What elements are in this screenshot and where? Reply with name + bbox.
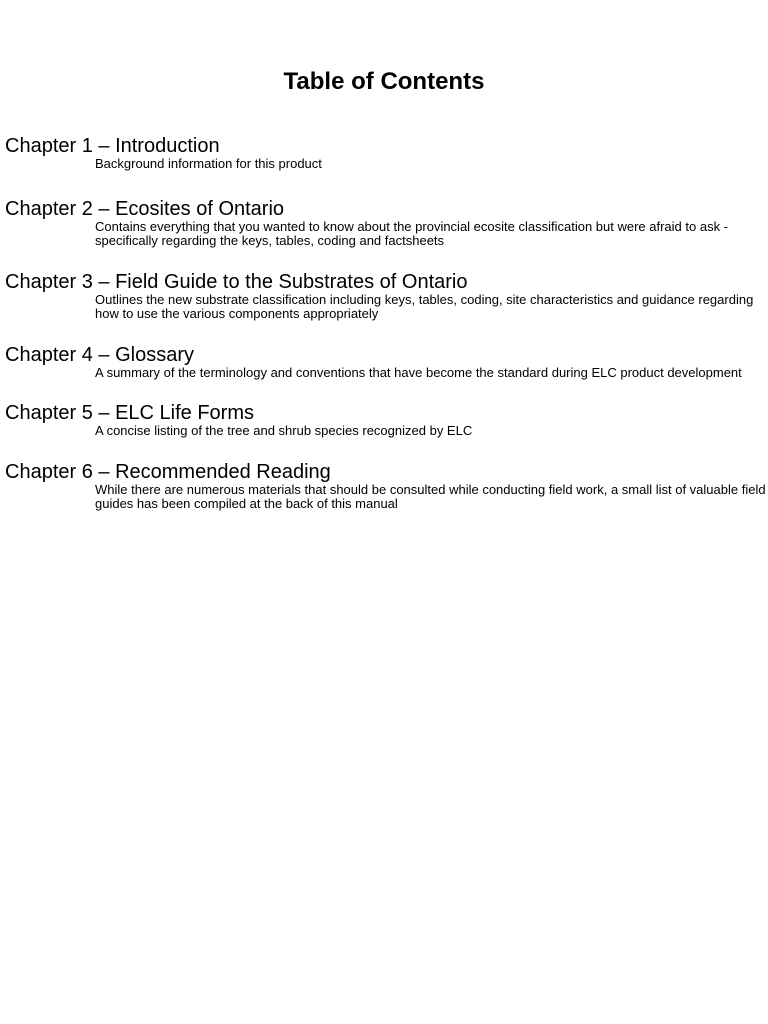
toc-entry-chapter-4 [5,343,768,381]
chapter-description: A summary of the terminology and conventions that have become the standard during ELC product development [95,364,742,380]
chapter-heading: Chapter 1 – Introduction [5,135,220,157]
chapter-heading: Chapter 3 – Field Guide to the Substrates of Ontario [5,270,468,293]
chapter-description: Contains everything that you wanted to know about the provincial ecosite classification but were afraid to ask - specifically regarding the keys, tables, coding and factsheets [95,218,729,248]
chapter-description: Background information for this product [95,156,322,171]
table-of-contents [5,134,768,533]
toc-entry-chapter-3 [5,270,768,322]
chapter-description: Outlines the new substrate classification including keys, tables, coding, site characteristics and guidance regarding how to use the various components appropriately [95,291,754,321]
chapter-heading: Chapter 5 – ELC Life Forms [5,402,254,424]
toc-entry-chapter-2 [5,197,768,249]
toc-entry-chapter-1 [5,134,768,172]
toc-entry-chapter-6 [5,460,768,512]
toc-entry-chapter-5 [5,401,768,439]
chapter-heading: Chapter 4 – Glossary [5,343,194,366]
chapter-heading: Chapter 6 – Recommended Reading [5,460,331,483]
chapter-heading: Chapter 2 – Ecosites of Ontario [5,197,285,220]
page-title: Table of Contents [283,68,485,95]
chapter-description: While there are numerous materials that should be consulted while conducting field work, a small list of valuable field guides has been compiled at the back of this manual [95,481,766,511]
chapter-description: A concise listing of the tree and shrub species recognized by ELC [95,423,473,438]
